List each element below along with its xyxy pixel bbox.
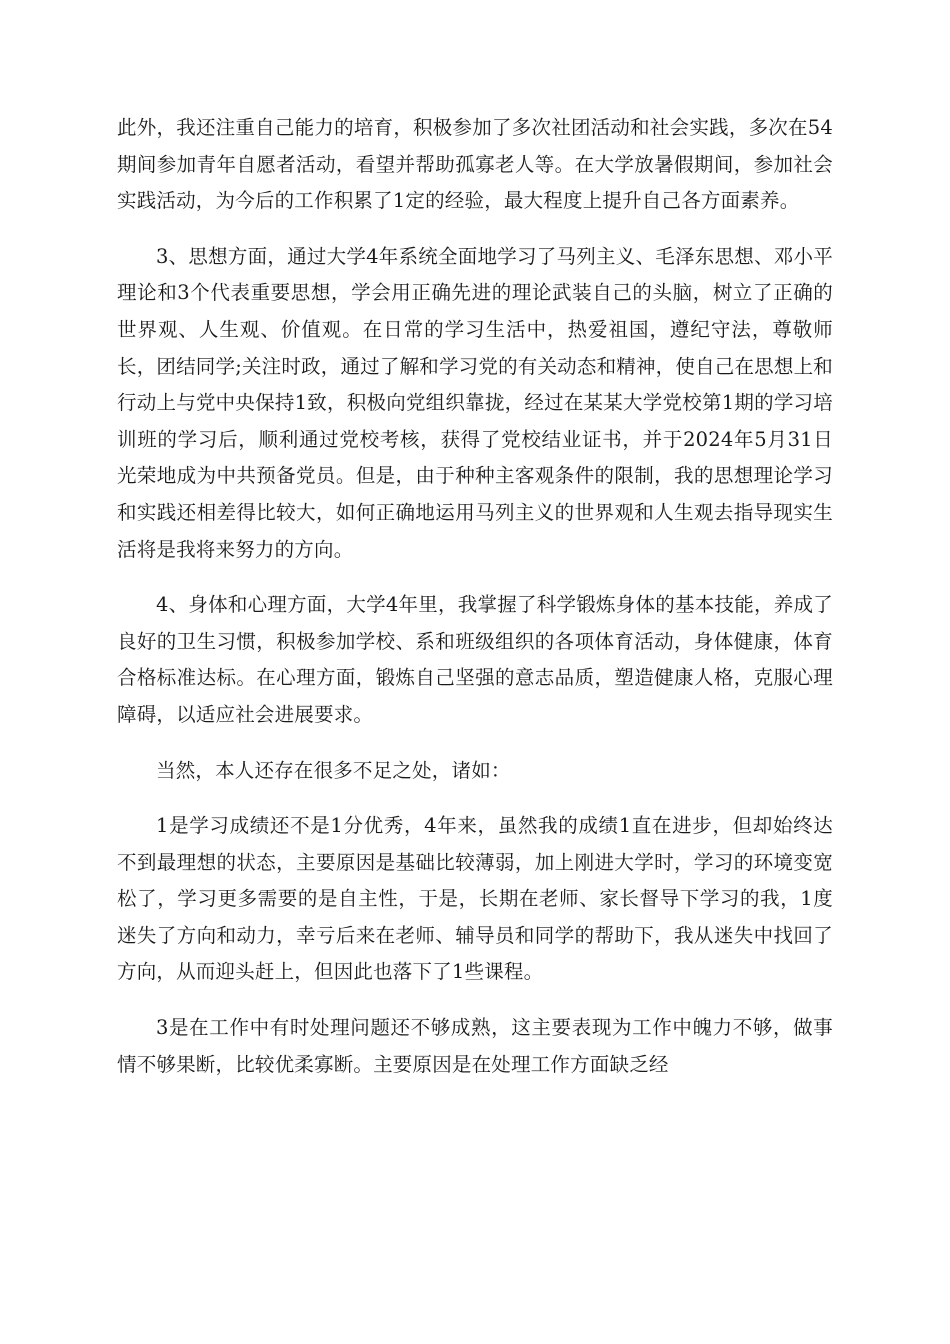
paragraph-gap — [117, 734, 833, 753]
paragraph-gap — [117, 220, 833, 239]
paragraph-shortcomings-intro: 当然，本人还存在很多不足之处，诸如： — [156, 758, 511, 782]
paragraph-ideology: 3、思想方面，通过大学4年系统全面地学习了马列主义、毛泽东思想、邓小平理论和3个代表重要思想，学会用正确先进的理论武装自己的头脑，树立了正确的世界观、人生观、价值观。在日常的学习生活中，热爱祖国，遵纪守法，尊敬师长，团结同学;关注时政，通过了解和学习党的有关动态和精神，使自己在思想上和行动上与党中央保持1致，积极向党组织靠拢，经过在某某大学党校第1期的学习培训班的学习后，顺利通过党校考核，获得了党校结业证书，并于2024年5月31日光荣地成为中共预备党员。但是，由于种种主客观条件的限制，我的思想理论学习和实践还相差得比较大，如何正确地运用马列主义的世界观和人生观去指导现实生活将是我将来努力的方向。 — [117, 244, 833, 561]
paragraph-gap — [117, 568, 833, 587]
paragraph-shortcoming-study: 1是学习成绩还不是1分优秀，4年来，虽然我的成绩1直在进步，但却始终达不到最理想的状态，主要原因是基础比较薄弱，加上刚进大学时，学习的环境变宽松了，学习更多需要的是自主性，于是，长期在老师、家长督导下学习的我，1度迷失了方向和动力，幸亏后来在老师、辅导员和同学的帮助下，我从迷失中找回了方向，从而迎头赶上，但因此也落下了1些课程。 — [117, 814, 833, 984]
paragraph-self-development: 此外，我还注重自己能力的培育，积极参加了多次社团活动和社会实践，多次在54期间参加青年自愿者活动，看望并帮助孤寡老人等。在大学放暑假期间，参加社会实践活动，为今后的工作积累了1定的经验，最大程度上提升自己各方面素养。 — [117, 116, 833, 213]
paragraph-health: 4、身体和心理方面，大学4年里，我掌握了科学锻炼身体的基本技能，养成了良好的卫生习惯，积极参加学校、系和班级组织的各项体育活动，身体健康，体育合格标准达标。在心理方面，锻炼自己坚强的意志品质，塑造健康人格，克服心理障碍，以适应社会进展要求。 — [117, 593, 833, 726]
paragraph-gap — [117, 789, 833, 808]
paragraph-gap — [117, 991, 833, 1010]
document-body — [117, 110, 833, 1083]
paragraph-shortcoming-work: 3是在工作中有时处理问题还不够成熟，这主要表现为工作中魄力不够，做事情不够果断，比较优柔寡断。主要原因是在处理工作方面缺乏经 — [117, 1016, 833, 1076]
